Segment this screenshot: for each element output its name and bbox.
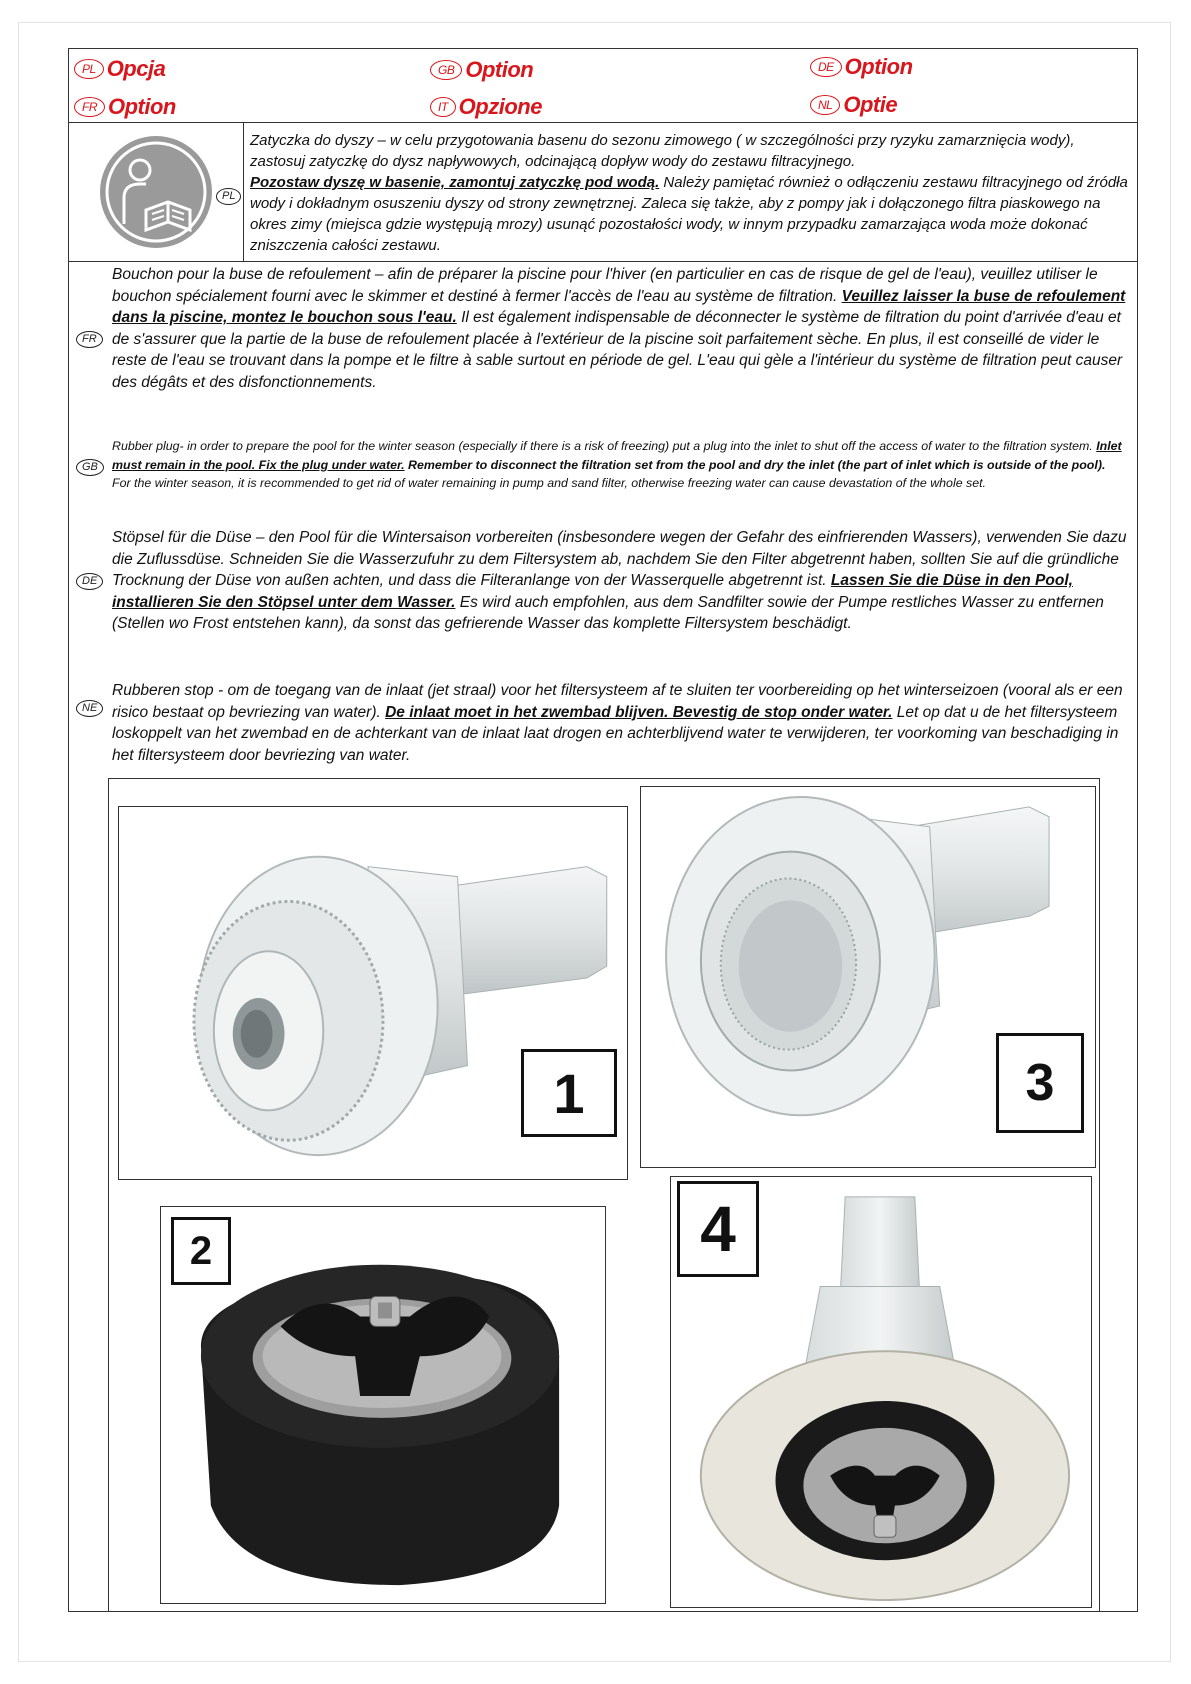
photo-3-threaded-fitting <box>640 786 1096 1168</box>
option-gb-label: Option <box>465 57 534 82</box>
ne-emphasis: De inlaat moet in het zwembad blijven. Bevestig de stop onder water. <box>385 703 893 721</box>
option-fr <box>74 94 176 120</box>
gb-emphasis-b: Remember to disconnect the filtration set from the pool and dry the inlet (the part of inlet which is outside of the pool). <box>404 457 1106 472</box>
option-nl <box>810 92 897 118</box>
side-badge-fr: FR <box>76 331 103 348</box>
side-badge-pl: PL <box>216 188 241 205</box>
option-gb <box>430 57 533 83</box>
pl-text-b: Należy pamiętać również o odłączeniu zestawu filtracyjnego od źródła wody i dokładnym osuszeniu dyszy od strony zewnętrznej. Zaleca się także, aby z pompy jak i dołączonego filtra piaskowego na okres zimy (miejsca gdzie występują mrozy) usunąć pozostałości wody, w innym przypadku zamarzająca woda może dokonać zniszczenia całości zestawu. <box>250 174 1128 254</box>
photo-2-number: 2 <box>171 1217 231 1285</box>
option-de-label: Option <box>844 54 913 79</box>
fr-text-b: Il est également indispensable de déconnecter le système de filtration du point d'arrivée d'eau et de s'assurer que la partie de la buse de refoulement placée à l'extérieur de la piscine soit parfaitement sèche. En plus, il est conseillé de vider le reste de l'eau se trouvant dans la pompe et le filtre à sable surtout en période de gel. L'eau qui gèle a l'intérieur du système de filtration peut causer des dégâts et des disfonctionnements. <box>112 309 1123 391</box>
option-pl-label: Opcja <box>106 56 166 81</box>
option-pl <box>74 56 165 82</box>
gb-text-b: For the winter season, it is recommended to get rid of water remaining in pump and sand filter, otherwise freezing water can cause devastation of the whole set. <box>112 476 986 490</box>
option-it <box>430 94 542 120</box>
pl-paragraph <box>250 130 1130 256</box>
ne-paragraph <box>112 680 1127 766</box>
option-nl-label: Optie <box>843 92 898 117</box>
side-badge-ne: NE <box>76 700 103 717</box>
photo-3-number: 3 <box>996 1033 1084 1133</box>
side-badge-de: DE <box>76 573 103 590</box>
photo-4-inlet-with-plug <box>670 1176 1092 1608</box>
left-rule <box>68 262 69 952</box>
photo-2-rubber-plug <box>160 1206 606 1604</box>
lang-badge-gb: GB <box>430 60 462 80</box>
lang-badge-fr: FR <box>74 97 105 117</box>
gb-emphasis: Inlet must remain in the pool. Fix the plug under water. <box>112 439 1122 472</box>
pl-text-a: Zatyczka do dyszy – w celu przygotowania basenu do sezonu zimowego ( w szczególności przy ryzyku zamarznięcia wody), zastosuj zatyczkę do dysz napływowych, odcinającą dopływ wody do zestawu filtracyjnego. <box>250 132 1075 170</box>
photo-4-number: 4 <box>677 1181 759 1277</box>
photo-1-number: 1 <box>521 1049 617 1137</box>
gb-text-a: Rubber plug- in order to prepare the pool for the winter season (especially if there is a risk of freezing) put a plug into the inlet to shut off the access of water to the filtration system. <box>112 439 1097 453</box>
de-emphasis: Lassen Sie die Düse in den Pool, installieren Sie den Stöpsel unter dem Wasser. <box>112 572 1073 611</box>
option-de <box>810 54 913 80</box>
fr-text-a: Bouchon pour la buse de refoulement – afin de préparer la piscine pour l'hiver (en particulier en cas de risque de gel de l'eau), veuillez utiliser le bouchon spécialement fourni avec le skimmer et destiné à fermer l'accès de l'eau au système de filtration. <box>112 266 1098 305</box>
de-text-b: Es wird auch empfohlen, aus dem Sandfilter sowie der Pumpe restliches Wasser zu entfernen (Stellen wo Frost entstehen kann), da sonst das gefrierende Wasser das komplette Filtersystem beschädigt. <box>112 593 1104 632</box>
gb-paragraph <box>112 437 1127 493</box>
de-paragraph <box>112 527 1127 635</box>
option-it-label: Opzione <box>458 94 542 119</box>
lang-badge-pl: PL <box>74 59 104 79</box>
pl-emphasis: Pozostaw dyszę w basenie, zamontuj zatyczkę pod wodą. <box>250 174 660 191</box>
de-text-a: Stöpsel für die Düse – den Pool für die Wintersaison vorbereiten (insbesondere wegen der Gefahr des einfrierenden Wassers), verwenden Sie dazu die Zuflussdüse. Schneiden Sie die Wasserzufuhr zu dem Filtersystem ab, nachdem Sie den Filter abgetrennt haben, sollten Sie auf die gründliche Trocknung der Düse von außen achten, und dass die Filteranlange von der Wasserquelle abgetrennt ist. <box>112 529 1127 589</box>
photo-1-inlet-nozzle <box>118 806 628 1180</box>
lang-badge-nl: NL <box>810 95 840 115</box>
ne-text-a: Rubberen stop - om de toegang van de inlaat (jet straal) voor het filtersysteem af te sluiten ter voorbereiding op het winterseizoen (vooral als er een risico bestaat op bevriezing van water). <box>112 682 1123 721</box>
ne-text-b: Let op dat u de het filtersysteem loskoppelt van het zwembad en de achterkant van de inlaat laat drogen en achterblijvend water te verwijderen, ter voorkoming van beschadiging in het filtersysteem door bevriezing van water. <box>112 703 1119 764</box>
side-badge-gb: GB <box>76 459 104 476</box>
option-fr-label: Option <box>108 94 176 119</box>
fr-emphasis: Veuillez laisser la buse de refoulement dans la piscine, montez le bouchon sous l'eau. <box>112 287 1126 326</box>
lang-badge-it: IT <box>430 97 456 117</box>
lang-badge-de: DE <box>810 57 842 77</box>
fr-paragraph <box>112 264 1127 393</box>
